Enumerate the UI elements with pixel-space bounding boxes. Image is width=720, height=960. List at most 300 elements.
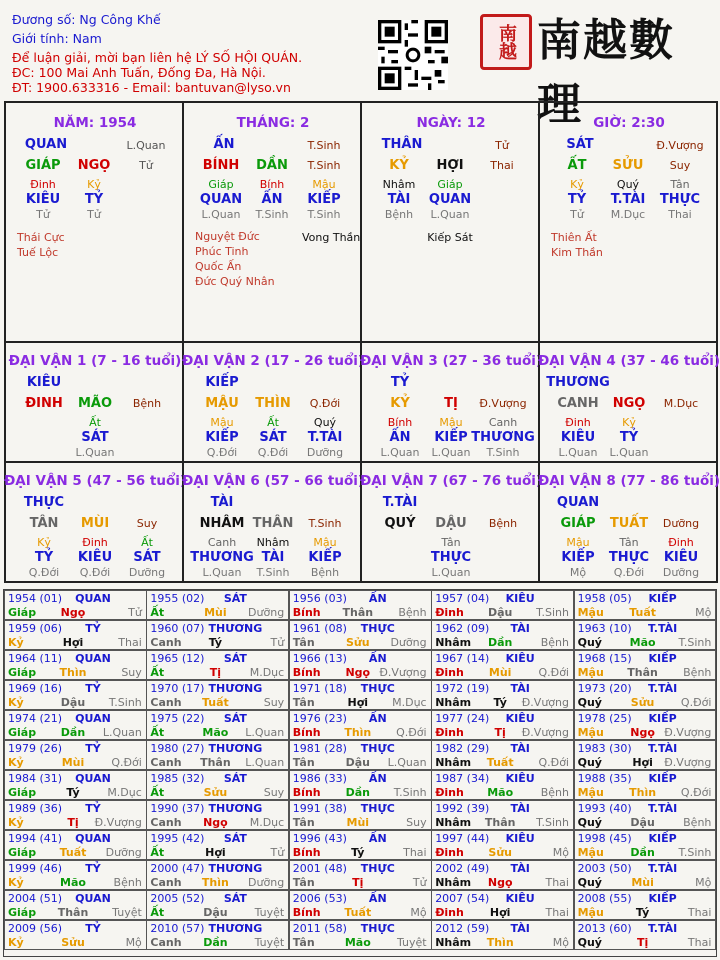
year-can: Kỷ bbox=[8, 876, 24, 889]
year-chi: Thìn bbox=[629, 786, 657, 799]
year-stage: Tuyệt bbox=[396, 936, 427, 949]
year-label: 1983 (30) bbox=[577, 742, 632, 755]
year-stage: Thai bbox=[118, 636, 142, 649]
year-cell bbox=[146, 590, 289, 620]
year-star: SÁT bbox=[223, 772, 247, 785]
year-chi: Hợi bbox=[347, 696, 369, 709]
year-label: 1980 (27) bbox=[150, 742, 205, 755]
year-stage: Thai bbox=[687, 906, 712, 919]
year-label: 2007 (54) bbox=[435, 892, 490, 905]
year-star: TÀI bbox=[510, 862, 530, 875]
year-label: 2001 (48) bbox=[292, 862, 347, 875]
year-stage: Q.Đới bbox=[396, 726, 427, 739]
year-label: 1963 (10) bbox=[577, 622, 632, 635]
year-chi: Thìn bbox=[201, 876, 229, 889]
year-cell bbox=[574, 620, 717, 650]
year-can: Canh bbox=[150, 756, 182, 769]
year-can: Giáp bbox=[8, 786, 37, 799]
year-can: Quý bbox=[577, 876, 602, 889]
pillar-note: Vong Thần bbox=[302, 231, 361, 244]
year-star: TỶ bbox=[85, 742, 101, 755]
year-cell bbox=[4, 890, 147, 920]
hidden-star: ẤN bbox=[261, 192, 283, 207]
year-chi: Ngọ bbox=[60, 606, 86, 619]
dai-van-can: KỶ bbox=[390, 396, 410, 411]
year-label: 1970 (17) bbox=[150, 682, 205, 695]
dai-van-cell bbox=[3, 461, 187, 583]
year-stage: Bệnh bbox=[683, 816, 712, 829]
dai-van-stage: Bệnh bbox=[488, 517, 518, 530]
year-cell bbox=[4, 740, 147, 770]
year-chi: Mão bbox=[60, 876, 86, 889]
year-chi: Tị bbox=[67, 816, 79, 829]
dai-van-chi: DẬU bbox=[435, 516, 467, 531]
hidden-stage: Tử bbox=[87, 208, 101, 221]
year-can: Mậu bbox=[577, 786, 604, 799]
year-cell bbox=[289, 680, 432, 710]
year-star: QUAN bbox=[75, 832, 111, 845]
year-can: Tân bbox=[292, 756, 315, 769]
year-star: THƯƠNG bbox=[208, 922, 263, 935]
year-chi: Thân bbox=[342, 606, 374, 619]
dai-van-cell bbox=[181, 461, 365, 583]
pillar-note: Đức Quý Nhân bbox=[195, 275, 275, 288]
dai-van-chi: TUẤT bbox=[609, 516, 649, 531]
hidden-stem: Nhâm bbox=[382, 178, 416, 191]
dai-van-title: ĐẠI VẬN 2 (17 - 26 tuổi) bbox=[181, 353, 365, 369]
hidden-stem: Ất bbox=[89, 416, 101, 429]
year-cell bbox=[289, 830, 432, 860]
year-label: 1996 (43) bbox=[292, 832, 347, 845]
year-cell bbox=[146, 800, 289, 830]
year-star: KIẾP bbox=[648, 592, 677, 605]
year-label: 1955 (02) bbox=[150, 592, 205, 605]
year-cell bbox=[574, 740, 717, 770]
hidden-star: KIẾP bbox=[205, 430, 239, 445]
year-cell bbox=[574, 680, 717, 710]
year-star: TÀI bbox=[510, 802, 530, 815]
hidden-stage: Bệnh bbox=[384, 208, 414, 221]
year-star: QUAN bbox=[75, 772, 111, 785]
year-star: KIÊU bbox=[505, 712, 535, 725]
year-cell bbox=[431, 800, 574, 830]
hidden-stage: L.Quan bbox=[431, 446, 471, 459]
hidden-stage: M.Dục bbox=[610, 208, 646, 221]
year-label: 2011 (58) bbox=[292, 922, 347, 935]
hidden-stage: T.Sinh bbox=[486, 446, 520, 459]
year-stage: Suy bbox=[406, 816, 427, 829]
year-can: Quý bbox=[577, 756, 602, 769]
hidden-star: KIẾP bbox=[561, 550, 595, 565]
year-can: Kỷ bbox=[8, 816, 24, 829]
hidden-star: SÁT bbox=[259, 430, 287, 445]
year-stage: T.Sinh bbox=[536, 606, 569, 619]
year-stage: Tuyệt bbox=[112, 906, 142, 919]
year-cell bbox=[4, 830, 147, 860]
year-can: Tân bbox=[292, 696, 315, 709]
year-cell bbox=[431, 860, 574, 890]
hidden-star: KIÊU bbox=[560, 430, 596, 445]
year-stage: Đ.Vượng bbox=[521, 696, 569, 709]
hidden-stem: Mậu bbox=[566, 536, 590, 549]
dai-van-can: ĐINH bbox=[25, 396, 63, 411]
hidden-stage: T.Sinh bbox=[307, 208, 341, 221]
pillar-note: Kim Thần bbox=[551, 246, 603, 259]
year-chi: Mùi bbox=[631, 876, 654, 889]
year-chi: Mão bbox=[344, 936, 371, 949]
year-chi: Thìn bbox=[486, 936, 514, 949]
year-chi: Dần bbox=[345, 786, 370, 799]
year-can: Kỷ bbox=[8, 936, 24, 949]
year-label: 1987 (34) bbox=[435, 772, 490, 785]
dai-van-can: NHÂM bbox=[199, 516, 245, 531]
year-cell bbox=[4, 650, 147, 680]
year-star: TỶ bbox=[85, 862, 101, 875]
hidden-stage: Dưỡng bbox=[306, 446, 344, 459]
year-stage: Đ.Vượng bbox=[664, 756, 712, 769]
year-chi: Dần bbox=[630, 846, 655, 859]
hidden-stage: L.Quan bbox=[609, 446, 649, 459]
logo: 南越數理 bbox=[537, 15, 675, 130]
year-label: 1992 (39) bbox=[435, 802, 490, 815]
year-can: Kỷ bbox=[8, 696, 24, 709]
hidden-star: KIÊU bbox=[25, 192, 61, 207]
pillar-note: Thiên Ất bbox=[551, 231, 597, 244]
hidden-stage: Tử bbox=[570, 208, 584, 221]
year-can: Bính bbox=[292, 786, 321, 799]
annual-table bbox=[3, 589, 717, 957]
year-label: 1959 (06) bbox=[8, 622, 63, 635]
year-label: 1975 (22) bbox=[150, 712, 205, 725]
year-star: TÀI bbox=[510, 682, 530, 695]
year-star: SÁT bbox=[223, 892, 247, 905]
year-chi: Dậu bbox=[60, 696, 86, 709]
year-chi: Sửu bbox=[346, 636, 370, 649]
year-can: Giáp bbox=[8, 666, 37, 679]
year-chi: Tuất bbox=[201, 696, 229, 709]
year-label: 2000 (47) bbox=[150, 862, 205, 875]
pillar-stage: Tử bbox=[495, 139, 509, 152]
year-cell bbox=[4, 800, 147, 830]
year-star: THỰC bbox=[360, 742, 395, 755]
dai-van-star: THƯƠNG bbox=[546, 375, 610, 390]
pillar-stage: T.Sinh bbox=[307, 139, 341, 152]
hidden-stem: Tân bbox=[441, 536, 461, 549]
hidden-star: T.TÀI bbox=[610, 192, 646, 207]
year-can: Tân bbox=[292, 936, 315, 949]
year-cell bbox=[146, 680, 289, 710]
pillar-chi: HỢI bbox=[436, 158, 464, 173]
year-cell bbox=[289, 860, 432, 890]
year-label: 2005 (52) bbox=[150, 892, 205, 905]
year-can: Đinh bbox=[435, 846, 464, 859]
year-label: 2004 (51) bbox=[8, 892, 63, 905]
year-stage: Mộ bbox=[552, 936, 569, 949]
year-label: 1960 (07) bbox=[150, 622, 205, 635]
hidden-stage: Q.Đới bbox=[28, 566, 60, 579]
year-chi: Hợi bbox=[62, 636, 84, 649]
dai-van-chi: THÌN bbox=[255, 396, 291, 411]
hidden-star: KIÊU bbox=[77, 550, 113, 565]
dai-van-star: KIÊU bbox=[26, 375, 62, 390]
year-star: ẤN bbox=[368, 712, 387, 725]
year-stage: Bệnh bbox=[113, 876, 142, 889]
year-chi: Tuất bbox=[486, 756, 514, 769]
year-star: TÀI bbox=[510, 742, 530, 755]
year-stage: Q.Đới bbox=[538, 756, 569, 769]
pillar-title: NGÀY: 12 bbox=[416, 115, 486, 131]
dai-van-chi: TỊ bbox=[444, 396, 458, 411]
pillar-chi-stage: Thai bbox=[490, 159, 514, 172]
pillar-star: QUAN bbox=[24, 137, 68, 152]
year-stage: Q.Đới bbox=[680, 696, 712, 709]
dai-van-stage: M.Dục bbox=[663, 397, 699, 410]
year-label: 1957 (04) bbox=[435, 592, 490, 605]
dai-van-star: T.TÀI bbox=[382, 495, 418, 510]
year-can: Bính bbox=[292, 846, 321, 859]
year-chi: Mùi bbox=[61, 756, 85, 769]
year-stage: L.Quan bbox=[102, 726, 142, 739]
year-stage: Thai bbox=[545, 906, 569, 919]
year-label: 1972 (19) bbox=[435, 682, 490, 695]
year-can: Đinh bbox=[435, 726, 464, 739]
year-star: KIẾP bbox=[648, 832, 677, 845]
year-cell bbox=[431, 680, 574, 710]
dai-van-cell bbox=[359, 461, 543, 583]
year-can: Mậu bbox=[577, 726, 604, 739]
year-stage: Suy bbox=[263, 786, 285, 799]
hidden-stem: Bính bbox=[387, 416, 413, 429]
year-star: TỶ bbox=[85, 922, 101, 935]
year-label: 1981 (28) bbox=[292, 742, 347, 755]
hidden-stage: L.Quan bbox=[380, 446, 420, 459]
hidden-stem: Kỷ bbox=[570, 178, 584, 191]
hidden-stage: Q.Đới bbox=[613, 566, 645, 579]
year-label: 1962 (09) bbox=[435, 622, 490, 635]
dai-van-stage: Suy bbox=[136, 517, 158, 530]
year-stage: M.Dục bbox=[107, 786, 142, 799]
year-label: 1990 (37) bbox=[150, 802, 205, 815]
year-can: Canh bbox=[150, 936, 182, 949]
year-star: THỰC bbox=[360, 862, 395, 875]
year-stage: Tuyệt bbox=[254, 936, 285, 949]
hidden-star: TÀI bbox=[387, 192, 411, 207]
year-cell bbox=[431, 620, 574, 650]
year-chi: Tý bbox=[351, 846, 365, 859]
pillar-note: Nguyệt Đức bbox=[195, 230, 260, 243]
year-chi: Dần bbox=[487, 636, 513, 649]
dai-van-chi: NGỌ bbox=[612, 396, 646, 411]
year-cell bbox=[431, 830, 574, 860]
year-cell bbox=[574, 830, 717, 860]
year-star: KIẾP bbox=[648, 772, 677, 785]
year-stage: T.Sinh bbox=[678, 636, 712, 649]
year-cell bbox=[574, 770, 717, 800]
dai-van-cell bbox=[538, 461, 718, 583]
hidden-star: THỰC bbox=[430, 550, 472, 565]
hidden-stem: Tân bbox=[670, 178, 690, 191]
year-star: ẤN bbox=[368, 832, 387, 845]
hidden-star: SÁT bbox=[81, 430, 109, 445]
hidden-star: TỶ bbox=[34, 550, 54, 565]
year-label: 1978 (25) bbox=[577, 712, 632, 725]
hidden-stem: Mậu bbox=[439, 416, 463, 429]
year-stage: Đ.Vượng bbox=[664, 726, 712, 739]
hidden-stage: L.Quan bbox=[558, 446, 598, 459]
year-label: 2006 (53) bbox=[292, 892, 347, 905]
year-can: Kỷ bbox=[8, 636, 24, 649]
dai-van-stage: T.Sinh bbox=[308, 517, 342, 530]
year-can: Canh bbox=[150, 876, 182, 889]
dai-van-can: TÂN bbox=[29, 516, 59, 531]
year-chi: Thìn bbox=[344, 726, 372, 739]
hidden-stem: Đinh bbox=[82, 536, 108, 549]
year-label: 1974 (21) bbox=[8, 712, 63, 725]
year-cell bbox=[289, 800, 432, 830]
year-label: 1967 (14) bbox=[435, 652, 490, 665]
year-can: Đinh bbox=[435, 906, 464, 919]
dai-van-can: GIÁP bbox=[560, 516, 596, 531]
year-can: Tân bbox=[292, 816, 315, 829]
pillar-cell bbox=[360, 101, 540, 343]
hidden-stem: Canh bbox=[207, 536, 237, 549]
hidden-stem: Đinh bbox=[668, 536, 694, 549]
year-star: QUAN bbox=[75, 892, 111, 905]
year-star: THƯƠNG bbox=[208, 802, 263, 815]
year-stage: M.Dục bbox=[392, 696, 427, 709]
year-stage: Mộ bbox=[125, 936, 142, 949]
year-star: QUAN bbox=[75, 592, 111, 605]
pillar-cell bbox=[4, 101, 184, 343]
year-label: 2012 (59) bbox=[435, 922, 490, 935]
year-stage: Thai bbox=[403, 846, 427, 859]
year-stage: M.Dục bbox=[249, 816, 285, 829]
hidden-star: TÀI bbox=[261, 550, 285, 565]
year-label: 1956 (03) bbox=[292, 592, 347, 605]
year-chi: Mùi bbox=[346, 816, 370, 829]
owner-name: Đương số: Ng Công Khế bbox=[12, 12, 161, 27]
year-label: 2002 (49) bbox=[435, 862, 490, 875]
year-label: 2013 (60) bbox=[577, 922, 632, 935]
year-star: TỶ bbox=[85, 802, 101, 815]
pillar-stage: Đ.Vượng bbox=[656, 139, 704, 152]
pillar-chi-stage: Suy bbox=[669, 159, 691, 172]
year-can: Kỷ bbox=[8, 756, 24, 769]
year-label: 1982 (29) bbox=[435, 742, 490, 755]
hidden-stem: Quý bbox=[616, 178, 640, 191]
dai-van-cell bbox=[359, 341, 543, 463]
year-star: SÁT bbox=[223, 592, 247, 605]
year-can: Mậu bbox=[577, 666, 604, 679]
year-star: THƯƠNG bbox=[208, 622, 263, 635]
hidden-stage: L.Quan bbox=[430, 208, 470, 221]
hidden-stem: Canh bbox=[488, 416, 518, 429]
year-can: Bính bbox=[292, 606, 321, 619]
hidden-stem: Mậu bbox=[313, 536, 337, 549]
year-chi: Dần bbox=[203, 936, 228, 949]
year-cell bbox=[146, 740, 289, 770]
year-chi: Mùi bbox=[204, 606, 227, 619]
year-chi: Dậu bbox=[630, 816, 655, 829]
year-stage: Tử bbox=[270, 636, 285, 649]
year-stage: Bệnh bbox=[540, 786, 569, 799]
year-chi: Sửu bbox=[203, 786, 228, 799]
hidden-stage: Q.Đới bbox=[206, 446, 238, 459]
year-cell bbox=[146, 710, 289, 740]
year-stage: T.Sinh bbox=[536, 816, 569, 829]
year-chi: Ngọ bbox=[345, 666, 371, 679]
year-label: 1994 (41) bbox=[8, 832, 63, 845]
hidden-stage: L.Quan bbox=[75, 446, 115, 459]
year-label: 2010 (57) bbox=[150, 922, 205, 935]
hidden-stage: Q.Đới bbox=[79, 566, 111, 579]
year-can: Giáp bbox=[8, 726, 37, 739]
seal-stamp bbox=[480, 14, 532, 70]
pillar-star: SÁT bbox=[566, 137, 594, 152]
year-star: KIÊU bbox=[505, 592, 535, 605]
year-cell bbox=[146, 830, 289, 860]
hidden-stem: Mậu bbox=[312, 178, 336, 191]
year-chi: Dậu bbox=[345, 756, 370, 769]
year-can: Nhâm bbox=[435, 696, 472, 709]
year-star: SÁT bbox=[223, 712, 247, 725]
year-label: 1971 (18) bbox=[292, 682, 347, 695]
hidden-star: T.TÀI bbox=[307, 430, 343, 445]
year-star: SÁT bbox=[223, 832, 247, 845]
year-stage: Đ.Vượng bbox=[521, 726, 569, 739]
year-star: T.TÀI bbox=[647, 862, 678, 875]
year-chi: Dậu bbox=[203, 906, 228, 919]
hidden-stage: Dưỡng bbox=[662, 566, 700, 579]
year-label: 1993 (40) bbox=[577, 802, 632, 815]
year-chi: Ngọ bbox=[630, 726, 655, 739]
hidden-star: QUAN bbox=[428, 192, 472, 207]
hidden-stem: Giáp bbox=[208, 178, 234, 191]
year-label: 1965 (12) bbox=[150, 652, 205, 665]
year-can: Ất bbox=[150, 606, 165, 619]
year-chi: Sửu bbox=[630, 696, 655, 709]
year-stage: Bệnh bbox=[683, 666, 712, 679]
pillar-cell bbox=[182, 101, 362, 343]
pillar-note: Kiếp Sát bbox=[427, 231, 473, 244]
year-star: THỰC bbox=[360, 802, 395, 815]
year-cell bbox=[289, 740, 432, 770]
qr-code-icon bbox=[378, 20, 448, 90]
pillar-can: KỶ bbox=[389, 158, 409, 173]
year-label: 1969 (16) bbox=[8, 682, 63, 695]
year-can: Quý bbox=[577, 816, 602, 829]
year-cell bbox=[574, 800, 717, 830]
year-chi: Hợi bbox=[205, 846, 226, 859]
year-chi: Hợi bbox=[632, 756, 653, 769]
hidden-stage: L.Quan bbox=[202, 566, 242, 579]
year-chi: Tị bbox=[494, 726, 506, 739]
dai-van-title: ĐẠI VẬN 4 (37 - 46 tuổi) bbox=[537, 353, 720, 369]
hidden-stage: L.Quan bbox=[431, 566, 471, 579]
year-label: 1977 (24) bbox=[435, 712, 490, 725]
pillar-title: NĂM: 1954 bbox=[53, 115, 137, 131]
year-can: Giáp bbox=[8, 606, 37, 619]
year-chi: Ngọ bbox=[203, 816, 228, 829]
dai-van-title: ĐẠI VẬN 3 (27 - 36 tuổi) bbox=[359, 353, 543, 369]
hidden-stage: Q.Đới bbox=[257, 446, 289, 459]
year-chi: Mão bbox=[202, 726, 229, 739]
hidden-stage: T.Sinh bbox=[255, 208, 289, 221]
year-cell bbox=[289, 620, 432, 650]
hidden-stage: Tử bbox=[36, 208, 50, 221]
pillar-title: THÁNG: 2 bbox=[236, 115, 310, 131]
year-cell bbox=[574, 650, 717, 680]
